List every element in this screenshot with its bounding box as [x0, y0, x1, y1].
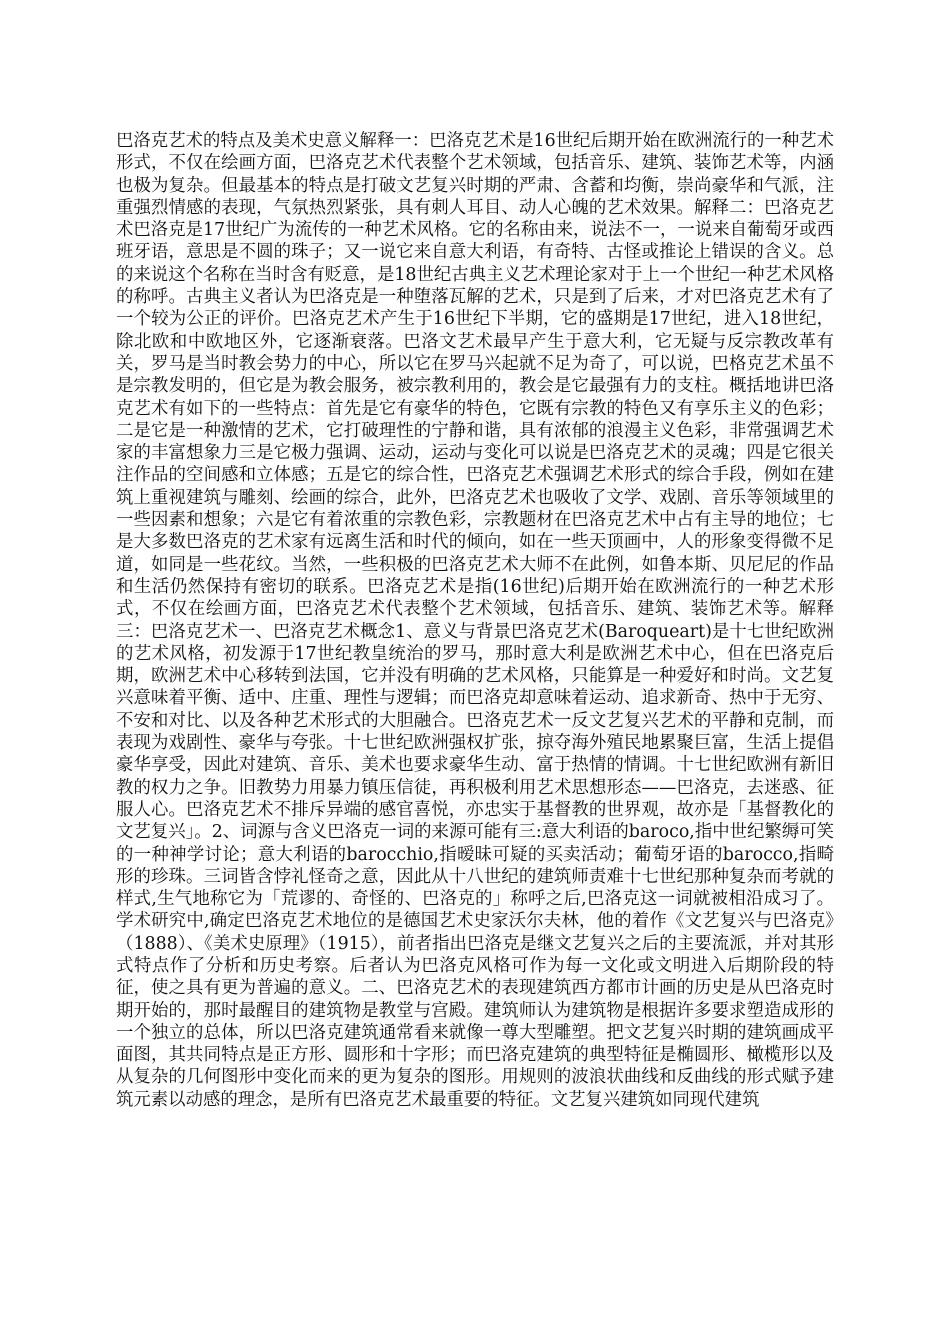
body-paragraph: 巴洛克艺术的特点及美术史意义解释一：巴洛克艺术是16世纪后期开始在欧洲流行的一种艺术形式，不仅在绘画方面，巴洛克艺术代表整个艺术领域，包括音乐、建筑、装饰艺术等，内涵也极为复杂。但最基本的特点是打破文艺复兴时期的严肃、含蓄和均衡，崇尚豪华和气派，注重强烈情感的表现，气氛热烈紧张，具有刺人耳目、动人心魄的艺术效果。解释二：巴洛克艺术巴洛克是17世纪广为流传的一种艺术风格。它的名称由来，说法不一，一说来自葡萄牙或西班牙语，意思是不圆的珠子；又一说它来自意大利语，有奇特、古怪或推论上错误的含义。总的来说这个名称在当时含有贬意，是18世纪古典主义艺术理论家对于上一个世纪一种艺术风格的称呼。古典主义者认为巴洛克是一种堕落瓦解的艺术，只是到了后来，才对巴洛克艺术有了一个较为公正的评价。巴洛克艺术产生于16世纪下半期，它的盛期是17世纪，进入18世纪，除北欧和中欧地区外，它逐渐衰落。巴洛文艺术最早产生于意大利，它无疑与反宗教改革有关，罗马是当时教会势力的中心，所以它在罗马兴起就不足为奇了，可以说，巴格克艺术虽不是宗教发明的，但它是为教会服务，被宗教利用的，教会是它最强有力的支柱。概括地讲巴洛克艺术有如下的一些特点：首先是它有豪华的特色，它既有宗教的特色又有享乐主义的色彩；二是它是一种激情的艺术，它打破理性的宁静和谐，具有浓郁的浪漫主义色彩，非常强调艺术家的丰富想象力三是它极力强调、运动，运动与变化可以说是巴洛克艺术的灵魂；四是它很关注作品的空间感和立体感；五是它的综合性，巴洛克艺术强调艺术形式的综合手段，例如在建筑上重视建筑与雕刻、绘画的综合，此外，巴洛克艺术也吸收了文学、戏剧、音乐等领域里的一些因素和想象；六是它有着浓重的宗教色彩，宗教题材在巴洛克艺术中占有主导的地位；七是大多数巴洛克的艺术家有远离生活和时代的倾向，如在一些天顶画中，人的形象变得微不足道，如同是一些花纹。当然，一些积极的巴洛克艺术大师不在此例，如鲁本斯、贝尼尼的作品和生活仍然保持有密切的联系。巴洛克艺术是指(16世纪)后期开始在欧洲流行的一种艺术形式，不仅在绘画方面，巴洛克艺术代表整个艺术领域，包括音乐、建筑、装饰艺术等。解释三：巴洛克艺术一、巴洛克艺术概念1、意义与背景巴洛克艺术(Baroqueart)是十七世纪欧洲的艺术风格，初发源于17世纪教皇统治的罗马，那时意大利是欧洲艺术中心，但在巴洛克后期，欧洲艺术中心移转到法国，它并没有明确的艺术风格，只能算是一种爱好和时尚。文艺复兴意味着平衡、适中、庄重、理性与逻辑；而巴洛克却意味着运动、追求新奇、热中于无穷、不安和对比、以及各种艺术形式的大胆融合。巴洛克艺术一反文艺复兴艺术的平静和克制，而表现为戏剧性、豪华与夸张。十七世纪欧洲强权扩张，掠夺海外殖民地累聚巨富，生活上提倡豪华享受，因此对建筑、音乐、美术也要求豪华生动、富于热情的情调。十七世纪欧洲有新旧教的权力之争。旧教势力用暴力镇压信徒，再积极利用艺术思想形态——巴洛克，去迷惑、征服人心。巴洛克艺术不排斥异端的感官喜悦，亦忠实于基督教的世界观，故亦是「基督教化的文艺复兴」。2、词源与含义巴洛克一词的来源可能有三:意大利语的baroco,指中世纪繁缛可笑的一种神学讨论；意大利语的barocchio,指暧昧可疑的买卖活动；葡萄牙语的barocco,指畸形的珍珠。三词皆含悖礼怪奇之意，因此从十八世纪的建筑师责难十七世纪那种复杂而考就的样式,生气地称它为「荒谬的、奇怪的、巴洛克的」称呼之后,巴洛克这一词就被相沿成习了。学术研究中,确定巴洛克艺术地位的是德国艺术史家沃尔夫林，他的着作《文艺复兴与巴洛克》（1888）、《美术史原理》（1915），前者指出巴洛克是继文艺复兴之后的主要流派，并对其形式特点作了分析和历史考察。后者认为巴洛克风格可作为每一文化或文明进入后期阶段的特征，使之具有更为普遍的意义。二、巴洛克艺术的表现建筑西方都市计画的历史是从巴洛克时期开始的，那时最醒目的建筑物是教堂与宫殿。建筑师认为建筑物是根据许多要求塑造成形的一个独立的总体，所以巴洛克建筑通常看来就像一尊大型雕塑。把文艺复兴时期的建筑画成平面图，其共同特点是正方形、圆形和十字形；而巴洛克建筑的典型特征是椭圆形、橄榄形以及从复杂的几何图形中变化而来的更为复杂的图形。用规则的波浪状曲线和反曲线的形式赋予建筑元素以动感的理念，是所有巴洛克艺术最重要的特征。文艺复兴建筑如同现代建筑 [116, 131, 834, 1110]
document-page [116, 130, 834, 1230]
